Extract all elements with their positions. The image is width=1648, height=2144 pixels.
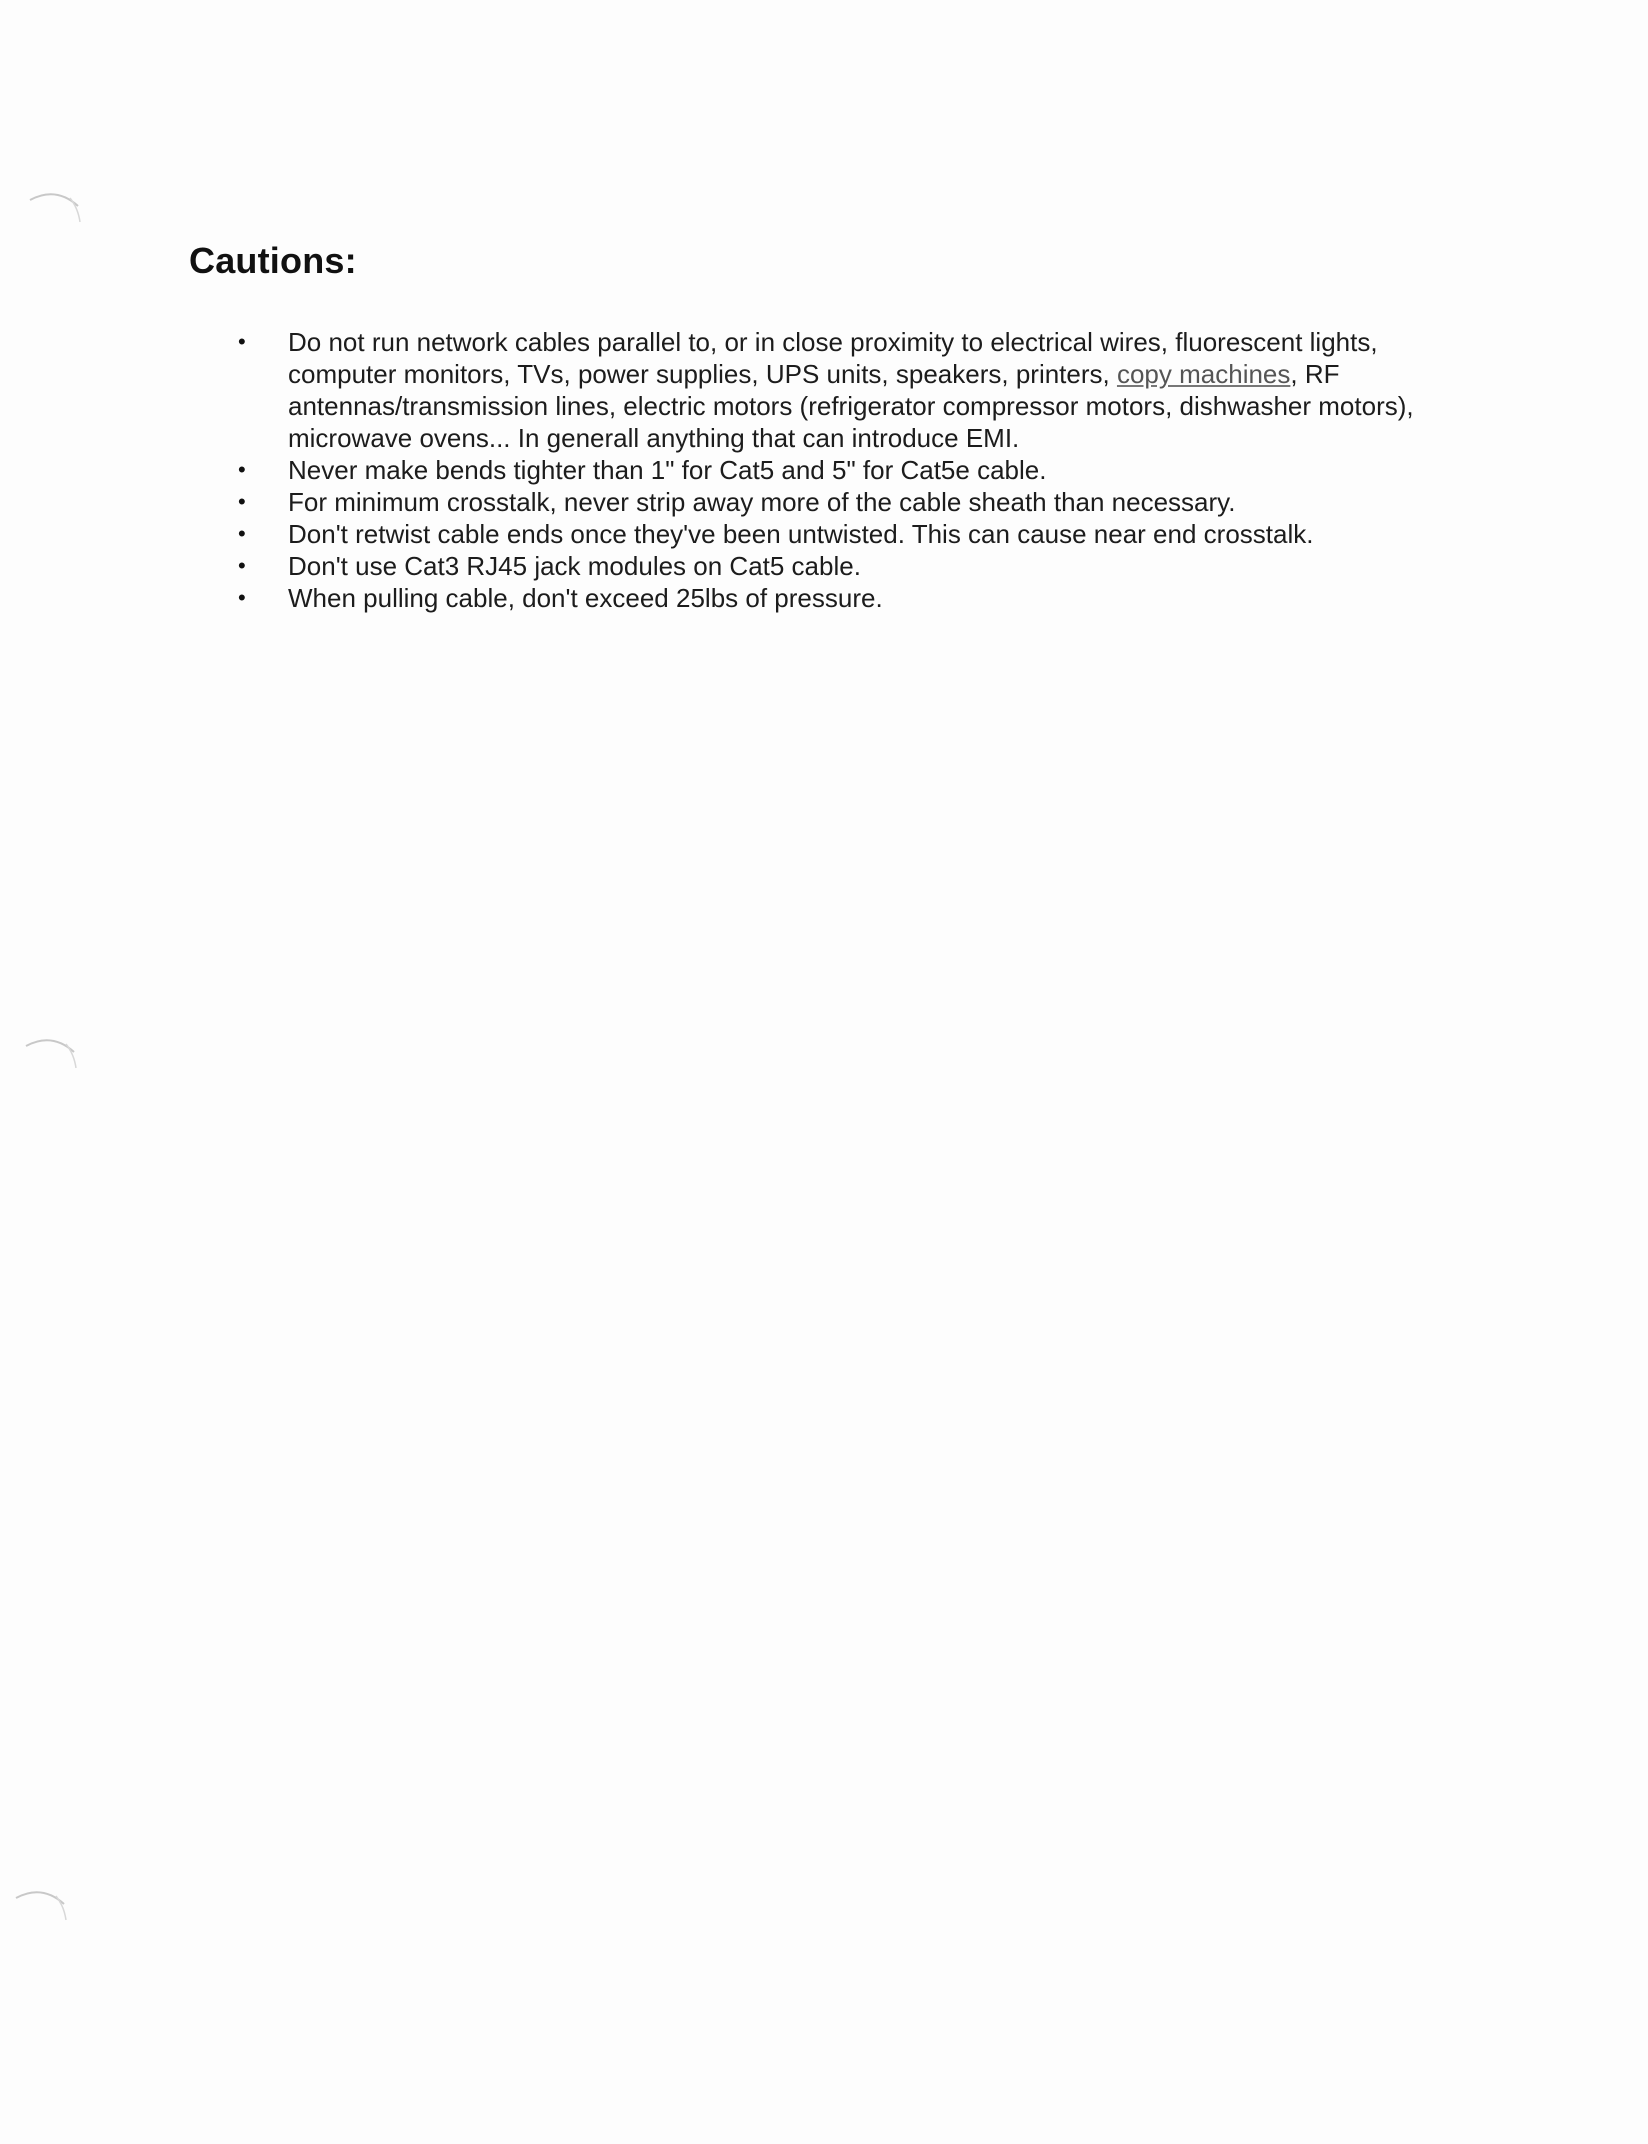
punch-hole-mark <box>12 1884 68 1924</box>
list-item-text: For minimum crosstalk, never strip away more of the cable sheath than necessary. <box>288 487 1236 517</box>
list-item <box>236 550 1476 582</box>
bullet-icon: • <box>238 489 246 514</box>
cautions-list <box>236 326 1476 614</box>
list-item <box>236 486 1476 518</box>
bullet-icon: • <box>238 521 246 546</box>
page-title: Cautions: <box>189 240 357 281</box>
list-item-text: Do not run network cables parallel to, or in close proximity to electrical wires, fluorescent lights, computer monitors, TVs, power supplies, UPS units, speakers, printers, copy machines, RF antennas/transmission lines, electric motors (refrigerator compressor motors, dishwasher motors), microwave ovens... In generall anything that can introduce EMI. <box>288 327 1414 453</box>
bullet-icon: • <box>238 329 246 354</box>
punch-hole-mark <box>22 1032 78 1072</box>
list-item-text: Don't use Cat3 RJ45 jack modules on Cat5 cable. <box>288 551 861 581</box>
bullet-icon: • <box>238 553 246 578</box>
punch-hole-mark <box>26 186 82 226</box>
bullet-icon: • <box>238 457 246 482</box>
list-item <box>236 582 1476 614</box>
list-item <box>236 518 1476 550</box>
list-item <box>236 326 1476 454</box>
bullet-icon: • <box>238 585 246 610</box>
list-item-text: Don't retwist cable ends once they've been untwisted. This can cause near end crosstalk. <box>288 519 1314 549</box>
list-item-text: Never make bends tighter than 1" for Cat5 and 5" for Cat5e cable. <box>288 455 1047 485</box>
list-item <box>236 454 1476 486</box>
list-item-text: When pulling cable, don't exceed 25lbs of pressure. <box>288 583 883 613</box>
copy-machines-link[interactable]: copy machines <box>1116 359 1291 389</box>
